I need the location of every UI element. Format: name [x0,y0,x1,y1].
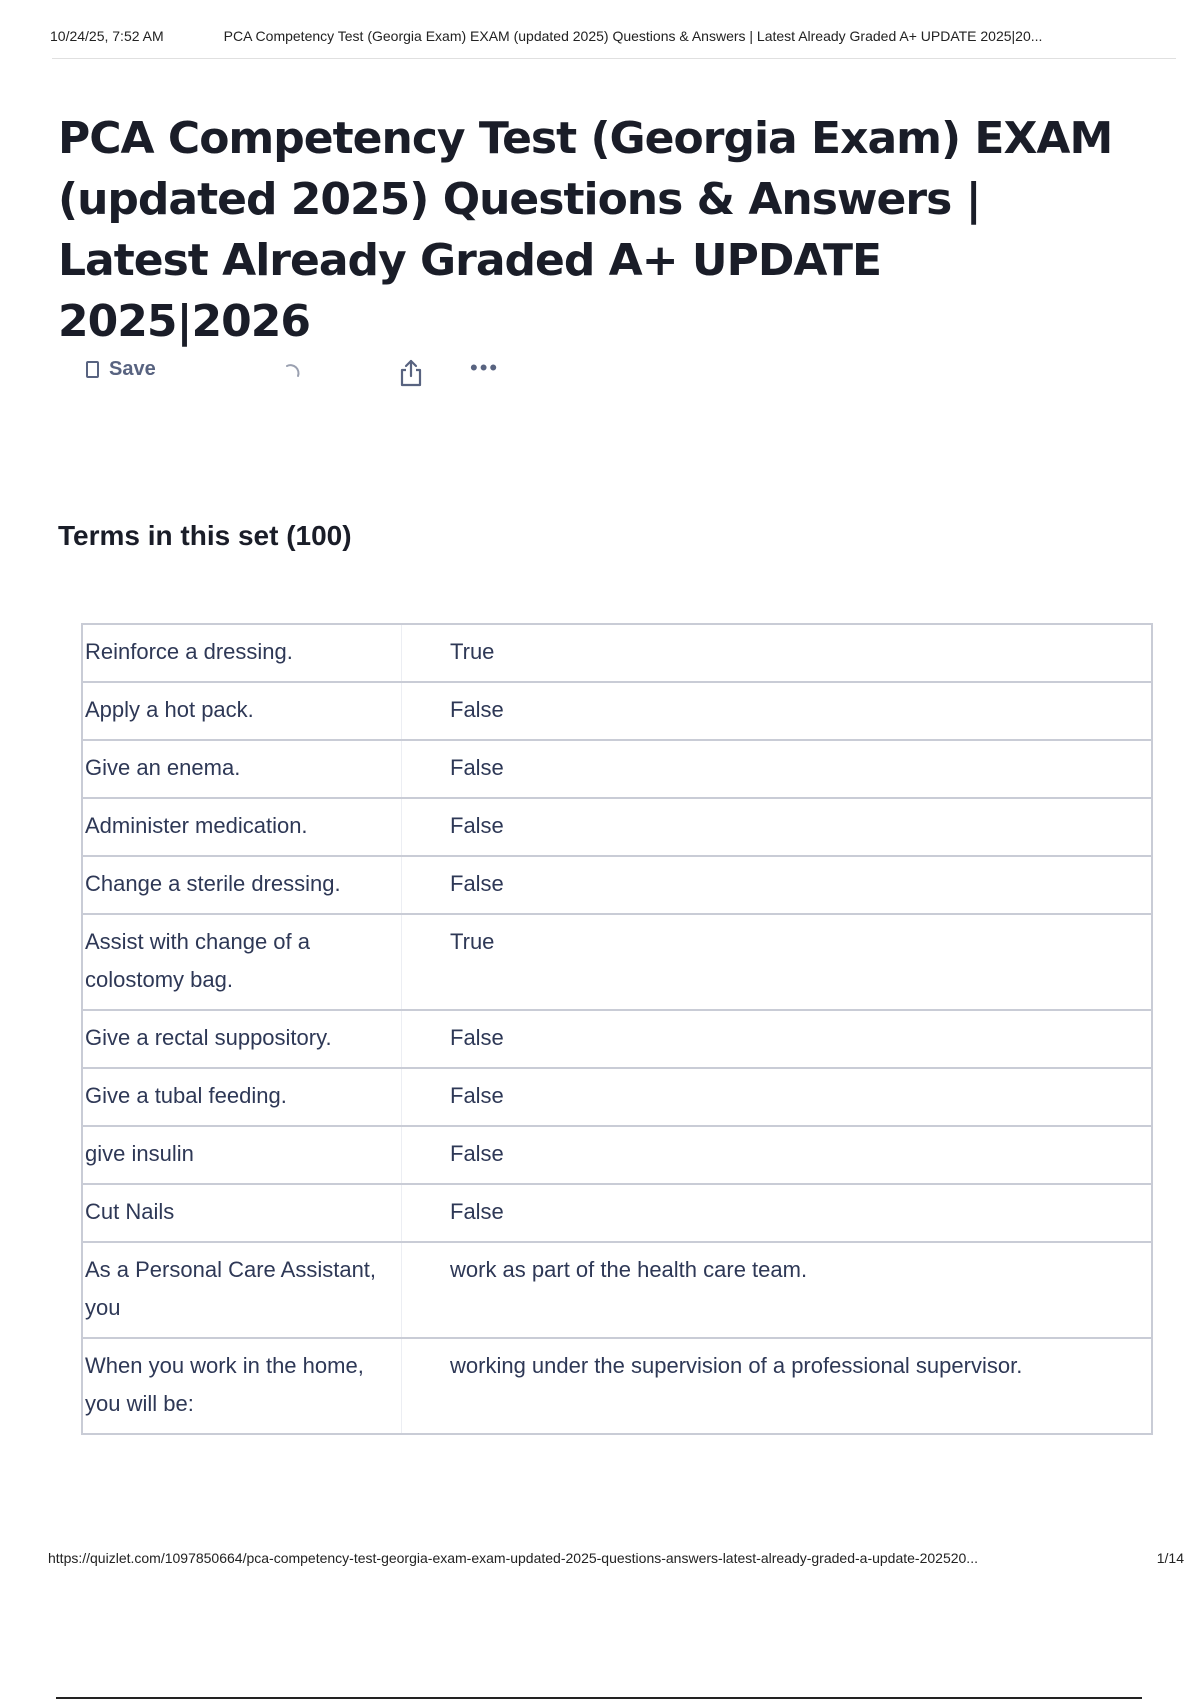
page-number: 1/14 [1156,1550,1184,1566]
print-url: https://quizlet.com/1097850664/pca-competency-test-georgia-exam-exam-updated-2025-questions-answers-latest-already-graded-a-update-202520... [48,1550,978,1566]
term-row [82,1242,1152,1338]
print-header [50,28,1178,44]
term-row [82,624,1152,682]
terms-table [81,623,1153,1435]
definition-text: False [402,1068,1153,1126]
term-text: Administer medication. [82,798,402,856]
term-row [82,1338,1152,1434]
term-row [82,740,1152,798]
term-row [82,798,1152,856]
definition-text: False [402,798,1153,856]
more-options-icon[interactable]: ••• [470,355,500,380]
definition-text: False [402,856,1153,914]
definition-text: working under the supervision of a professional supervisor. [402,1338,1153,1434]
term-text: Apply a hot pack. [82,682,402,740]
term-text: Give a rectal suppository. [82,1010,402,1068]
term-row [82,1068,1152,1126]
definition-text: False [402,1184,1153,1242]
term-row [82,914,1152,1010]
loading-spinner-icon [281,362,303,384]
term-text: As a Personal Care Assistant, you [82,1242,402,1338]
term-text: Give an enema. [82,740,402,798]
print-footer [48,1550,1184,1566]
term-text: Assist with change of a colostomy bag. [82,914,402,1010]
terms-heading: Terms in this set (100) [58,520,352,551]
term-text: Reinforce a dressing. [82,624,402,682]
term-row [82,1010,1152,1068]
definition-text: False [402,740,1153,798]
bookmark-icon [86,361,99,378]
term-text: Cut Nails [82,1184,402,1242]
definition-text: True [402,624,1153,682]
term-row [82,682,1152,740]
print-datetime: 10/24/25, 7:52 AM [50,28,164,44]
share-icon[interactable] [397,358,425,388]
page-bottom-divider [56,1697,1142,1699]
term-text: Give a tubal feeding. [82,1068,402,1126]
save-label: Save [109,358,156,380]
definition-text: False [402,1010,1153,1068]
definition-text: work as part of the health care team. [402,1242,1153,1338]
save-button[interactable] [86,358,156,381]
definition-text: True [402,914,1153,1010]
definition-text: False [402,682,1153,740]
definition-text: False [402,1126,1153,1184]
term-row [82,856,1152,914]
term-text: Change a sterile dressing. [82,856,402,914]
header-divider [52,58,1176,59]
print-header-title: PCA Competency Test (Georgia Exam) EXAM (updated 2025) Questions & Answers | Latest Already Graded A+ UPDATE 2025|20... [223,28,1043,44]
page-title: PCA Competency Test (Georgia Exam) EXAM (updated 2025) Questions & Answers | Latest Already Graded A+ UPDATE 2025|2026 [58,113,1113,347]
term-row [82,1126,1152,1184]
term-text: When you work in the home, you will be: [82,1338,402,1434]
term-row [82,1184,1152,1242]
term-text: give insulin [82,1126,402,1184]
